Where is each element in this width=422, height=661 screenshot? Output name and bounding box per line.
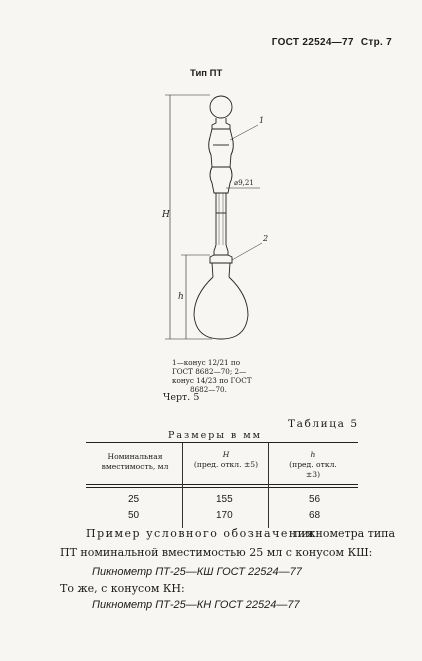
table-top-rule	[86, 442, 358, 443]
page-header	[272, 37, 392, 48]
designation-kn: Пикнометр ПТ-25—КН ГОСТ 22524—77	[92, 599, 300, 611]
table-number: Таблица 5	[288, 418, 359, 430]
figure-title: Черт. 5	[163, 392, 200, 403]
figure-type-label: Тип ПТ	[190, 68, 223, 79]
page-number: Стр. 7	[360, 37, 392, 48]
label-diameter: ⌀9,21	[234, 179, 254, 187]
label-h: h	[178, 292, 184, 302]
table-header-rule	[86, 484, 358, 485]
same-kn-text: То же, с конусом КН:	[60, 582, 185, 595]
designation-ksh: Пикнометр ПТ-25—КШ ГОСТ 22524—77	[92, 566, 302, 578]
standard-number: ГОСТ 22524—77	[271, 37, 354, 48]
stopper-body	[209, 129, 234, 193]
callout-2: 2	[263, 234, 269, 243]
col-header-H: H (пред. откл. ±5)	[193, 450, 259, 469]
example-description: ПТ номинальной вместимостью 25 мл с конусом КШ:	[60, 546, 373, 559]
callout-1: 1	[259, 116, 265, 125]
pycnometer-bulb	[194, 277, 248, 339]
figure-caption: 1—конус 12/21 по ГОСТ 8682—70; 2— конус 14/23 по ГОСТ 8682—70.	[172, 358, 252, 394]
example-intro-end: пикнометра типа	[294, 527, 396, 540]
pycnometer-drawing	[150, 85, 280, 355]
stopper-neck	[212, 118, 230, 129]
label-H: H	[162, 210, 170, 220]
table-subtitle: Размеры в мм	[168, 430, 263, 441]
example-intro: Пример условного обозначения	[86, 527, 315, 540]
col-header-capacity: Номинальная вместимость, мл	[101, 452, 169, 471]
stopper-knob	[210, 96, 232, 118]
col-header-h: h (пред. откл. ±3)	[289, 450, 337, 479]
